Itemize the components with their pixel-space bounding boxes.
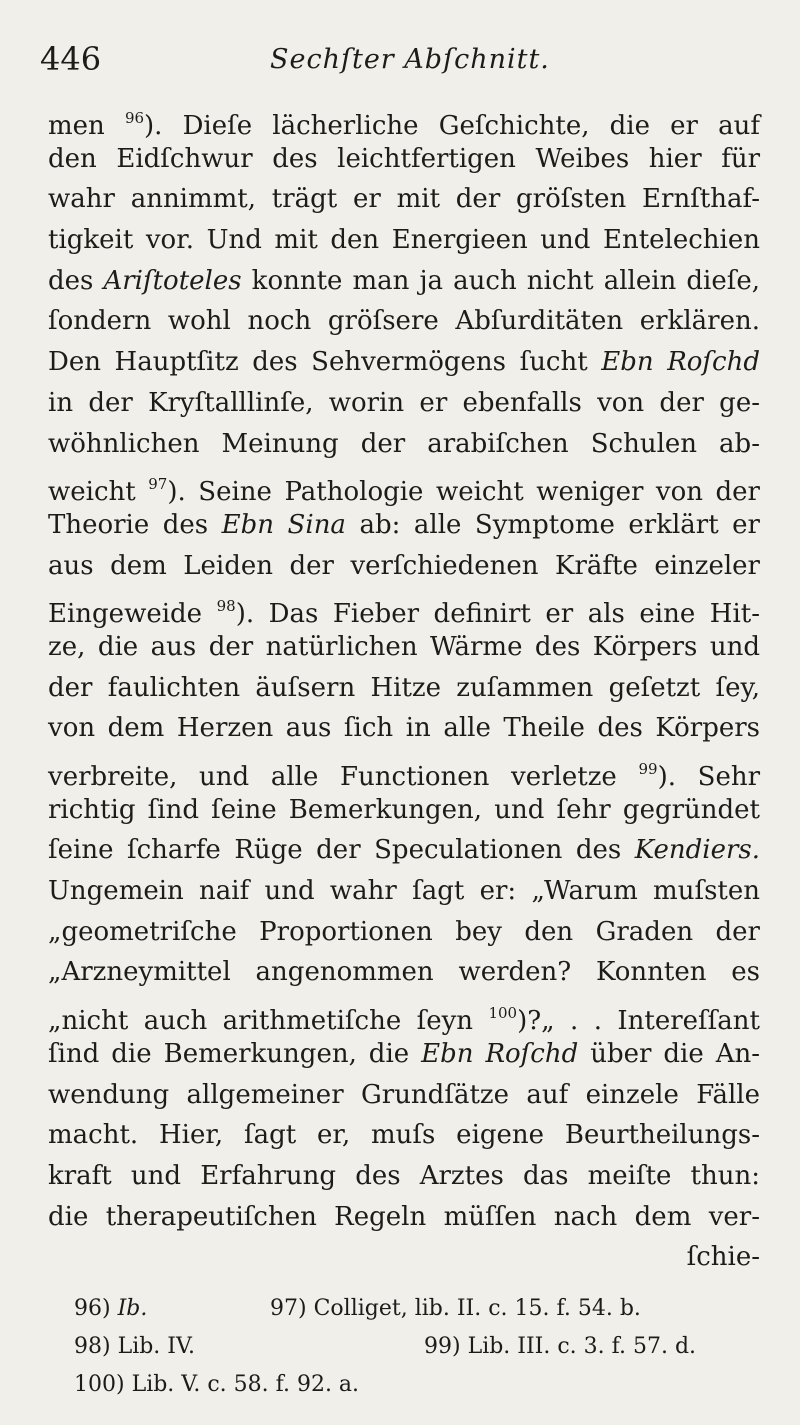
text-line (48, 220, 760, 261)
italic-name: Kendiers. (634, 835, 760, 866)
footnote-ref: 96 (124, 109, 145, 127)
text-line (48, 871, 760, 912)
text-segment: )?„ . . Intereſſant (517, 1006, 760, 1037)
text-line (48, 261, 760, 302)
body-text (48, 98, 760, 1278)
text-line (48, 505, 760, 546)
text-segment: men (48, 111, 125, 141)
text-line (48, 1156, 760, 1197)
page-header (40, 40, 780, 90)
text-segment: Ungemein naif und wahr ſagt er: „Warum muſsten (48, 876, 760, 907)
text-line (48, 993, 760, 1037)
text-segment: wöhnlichen Meinung der arabiſchen Schulen ab- (48, 428, 760, 459)
footnote-98 (74, 1328, 195, 1366)
text-segment: ze, die aus der natürlichen Wärme des Körpers und (48, 631, 760, 662)
footnote-96 (74, 1290, 147, 1328)
footnote-number: 98) (74, 1334, 111, 1359)
text-segment: ſind die Bemerkungen, die (48, 1038, 422, 1069)
italic-name: Ebn Sina (221, 509, 346, 540)
footnote-ref: 97 (148, 475, 168, 494)
text-segment: ). Seine Pathologie weicht weniger von der (167, 477, 760, 508)
text-segment: des (48, 265, 104, 296)
text-line (48, 98, 760, 139)
footnote-row (74, 1290, 754, 1328)
text-line (48, 1075, 760, 1116)
text-line (48, 708, 760, 749)
footnote-number: 97) (270, 1296, 307, 1321)
text-segment: ab: alle Symptome erklärt er (345, 509, 760, 540)
text-line (48, 464, 760, 508)
footnote-ref: 98 (216, 597, 236, 616)
text-segment: Den Hauptſitz des Sehvermögens ſucht (48, 347, 602, 378)
text-line (48, 912, 760, 953)
text-segment: „Arzneymittel angenommen werden? Konnten es (48, 957, 760, 988)
text-line (48, 627, 760, 668)
text-segment: wahr annimmt, trägt er mit der gröſsten Ernſthaf- (48, 184, 760, 215)
footnote-row (74, 1366, 754, 1404)
footnote-99 (424, 1328, 696, 1366)
text-line (48, 383, 760, 424)
text-line (48, 1237, 760, 1278)
text-segment: ). Sehr (657, 762, 761, 792)
text-line (48, 952, 760, 993)
footnote-97 (270, 1290, 641, 1328)
italic-name: Ebn Roſchd (421, 1038, 579, 1069)
text-segment: konnte man ja auch nicht allein dieſe, (241, 265, 760, 296)
text-line (48, 342, 760, 383)
footnote-text: Lib. IV. (117, 1334, 196, 1359)
text-line (48, 749, 760, 790)
text-segment: ſeine ſcharfe Rüge der Speculationen des (48, 835, 635, 866)
text-segment: tigkeit vor. Und mit den Energieen und Entelechien (48, 225, 760, 256)
footnote-number: 100) (74, 1372, 125, 1397)
text-segment: „geometriſche Proportionen bey den Graden der (48, 916, 760, 947)
text-segment: kraft und Erfahrung des Arztes das meiſte thun: (48, 1160, 760, 1191)
text-segment: von dem Herzen aus ſich in alle Theile des Körpers (48, 713, 760, 744)
text-segment: weicht (48, 477, 149, 508)
footnote-ref: 99 (638, 760, 658, 778)
footnote-100 (74, 1366, 359, 1404)
footnote-text: Ib. (117, 1296, 148, 1321)
footnote-row (74, 1328, 754, 1366)
text-line (48, 668, 760, 709)
running-head: Sechſter Abſchnitt. (270, 44, 550, 75)
text-line (48, 830, 760, 871)
text-line (48, 586, 760, 630)
footnote-text: Lib. V. c. 58. f. 92. a. (131, 1372, 360, 1397)
text-line (48, 790, 760, 831)
text-segment: der faulichten äuſsern Hitze zuſammen geſetzt ſey, (48, 672, 760, 703)
text-segment: Eingeweide (48, 599, 217, 630)
text-segment: „nicht auch arithmetiſche ſeyn (48, 1006, 489, 1037)
italic-name: Ariſtoteles (103, 265, 242, 296)
text-line (48, 179, 760, 220)
footnote-number: 99) (424, 1334, 461, 1359)
text-segment: den Eidſchwur des leichtfertigen Weibes hier für (48, 143, 760, 174)
text-line (48, 139, 760, 180)
text-line (48, 1197, 760, 1238)
text-line (48, 1034, 760, 1075)
text-segment: die therapeutiſchen Regeln müſſen nach dem ver- (48, 1201, 760, 1232)
footnote-ref: 100 (488, 1004, 518, 1023)
text-segment: aus dem Leiden der verſchiedenen Kräfte einzeler (48, 550, 760, 581)
italic-name: Ebn Roſchd (601, 347, 760, 378)
page-number: 446 (40, 40, 102, 78)
footnote-number: 96) (74, 1296, 111, 1321)
text-segment: ). Dieſe lächerliche Geſchichte, die er auf (144, 111, 760, 141)
text-segment: in der Kryſtalllinſe, worin er ebenfalls von der ge- (48, 387, 760, 418)
text-segment: wendung allgemeiner Grundſätze auf einzele Fälle (48, 1079, 760, 1110)
text-line (48, 1115, 760, 1156)
text-segment: über die An- (578, 1038, 761, 1069)
text-segment: richtig ſind ſeine Bemerkungen, und ſehr gegründet (48, 794, 760, 825)
text-segment: ſchie- (686, 1242, 760, 1273)
text-line (48, 424, 760, 465)
text-line (48, 546, 760, 587)
text-segment: Theorie des (48, 509, 222, 540)
text-segment: macht. Hier, ſagt er, muſs eigene Beurtheilungs- (48, 1120, 760, 1151)
text-segment: ſondern wohl noch gröſsere Abſurditäten erklären. (48, 306, 760, 337)
footnote-text: Lib. III. c. 3. f. 57. d. (467, 1334, 697, 1359)
text-segment: ). Das Fieber definirt er als eine Hit- (235, 599, 760, 630)
text-segment: verbreite, und alle Functionen verletze (48, 762, 639, 792)
footnote-text: Colliget, lib. II. c. 15. f. 54. b. (313, 1296, 641, 1321)
footnotes (74, 1290, 754, 1404)
text-line (48, 301, 760, 342)
